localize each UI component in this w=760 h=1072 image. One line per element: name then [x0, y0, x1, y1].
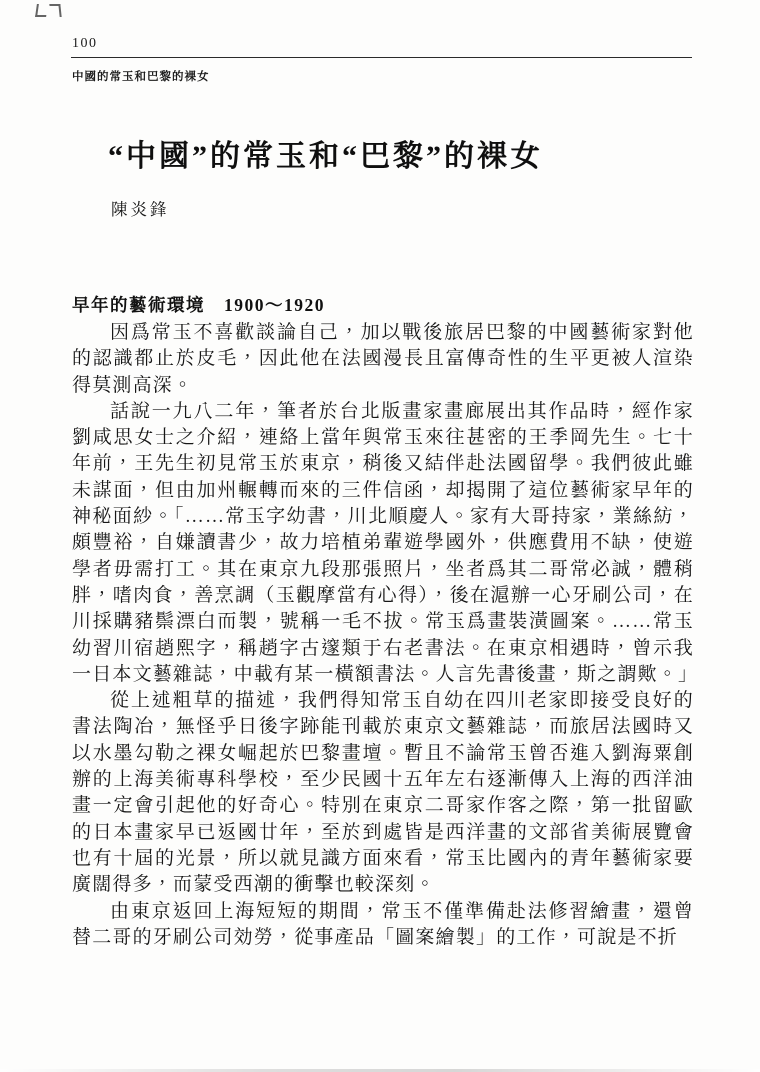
running-header: 中國的常玉和巴黎的裸女 — [72, 71, 210, 83]
paragraph: 因爲常玉不喜歡談論自己，加以戰後旅居巴黎的中國藝術家對他的認識都止於皮毛，因此他在法國漫長且富傳奇性的生平更被人渲染得莫測高深。 — [72, 322, 694, 396]
paragraph: 話說一九八二年，筆者於台北版畫家畫廊展出其作品時，經作家劉咸思女士之介紹，連絡上當年與常玉來往甚密的王季岡先生。七十年前，王先生初見常玉於東京，稍後又結伴赴法國留學。我們彼此雖未謀面，但由加州輾轉而來的三件信函，却揭開了這位藝術家早年的神秘面紗。「……常玉字幼書，川北順慶人。家有大哥持家，業絲紡，頗豐裕，自嫌讀書少，故力培植弟輩遊學國外，供應費用不缺，使遊學者毋需打工。其在東京九段那張照片，坐者爲其二哥常必誠，體稍胖，嗜肉食，善烹調（玉觀摩當有心得），後在滬辦一心牙刷公司，在川採購豬鬃漂白而製，號稱一毛不拔。常玉爲畫裝潢圖案。……常玉幼習川宿趙熙字，稱趙字古邃類于右老書法。在東京相遇時，曾示我一日本文藝雜誌，中載有某一橫額書法。人言先書後畫，斯之謂歟。」 — [72, 400, 699, 685]
scan-artifact — [35, 4, 48, 17]
header-rule — [71, 57, 692, 58]
scan-artifact — [49, 4, 61, 17]
article-author: 陳炎鋒 — [111, 200, 170, 219]
section-heading: 早年的藝術環境 1900～1920 — [72, 295, 325, 315]
paragraph: 從上述粗草的描述，我們得知常玉自幼在四川老家即接受良好的書法陶冶，無怪乎日後字跡能刊載於東京文藝雜誌，而旅居法國時又以水墨勾勒之裸女崛起於巴黎畫壇。暫且不論常玉曾否進入劉海粟創辦的上海美術專科學校，至少民國十五年左右逐漸傳入上海的西洋油畫一定會引起他的好奇心。特別在東京二哥家作客之際，第一批留歐的日本畫家早已返國廿年，至於到處皆是西洋畫的文部省美術展覽會也有十屆的光景，所以就見識方面來看，常玉比國內的青年藝術家要廣闊得多，而蒙受西潮的衝擊也較深刻。 — [72, 690, 694, 896]
page-number: 100 — [72, 36, 98, 51]
article-body — [72, 320, 699, 951]
paragraph: 由東京返回上海短短的期間，常玉不僅準備赴法修習繪畫，還曾替二哥的牙刷公司効勞，從事產品「圖案繪製」的工作，可說是不折 — [72, 900, 694, 948]
article-title: “中國”的常玉和“巴黎”的裸女 — [108, 140, 543, 173]
